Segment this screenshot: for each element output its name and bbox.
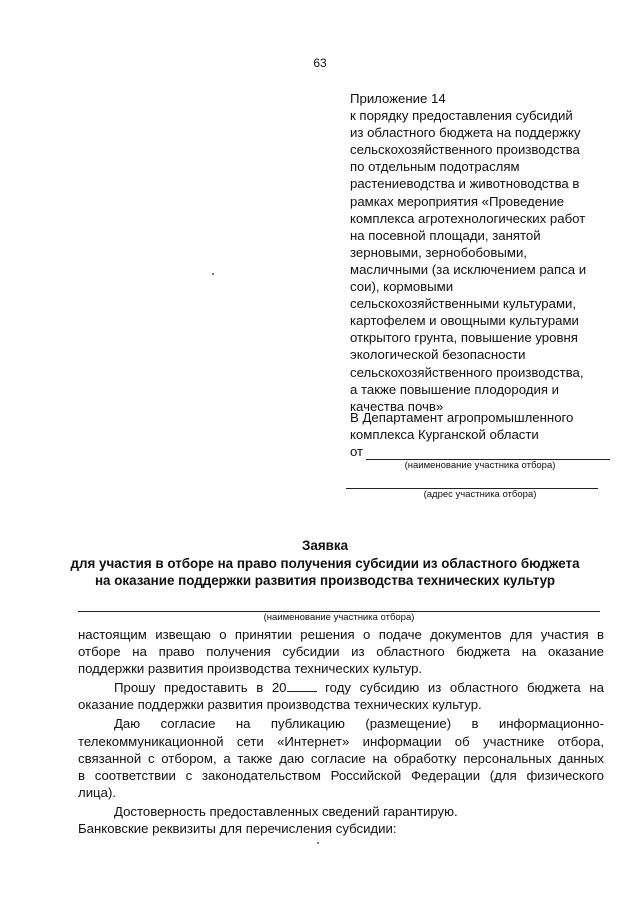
- appendix-line: открытого грунта, повышение уровня: [350, 330, 578, 346]
- addressee-line: В Департамент агропромышленного: [350, 410, 574, 425]
- body-line: оказание поддержки развития производства технических культур.: [78, 697, 482, 713]
- body-line: в соответствии с законодательством Российской Федерации (для физического: [78, 767, 604, 783]
- body-line: лица).: [78, 784, 117, 800]
- addressee-line: комплекса Курганской области: [350, 427, 539, 442]
- addressee-block: [350, 409, 610, 501]
- request-text-end: году субсидию из областного бюджета на: [316, 680, 604, 696]
- title-heading: Заявка: [301, 538, 349, 553]
- appendix-line: а также повышение плодородия и: [350, 381, 560, 397]
- request-line: [78, 679, 604, 696]
- from-label: от: [350, 444, 364, 459]
- body-line: отборе на право получения субсидии из областного бюджета на оказание: [78, 644, 604, 660]
- appendix-line: сои), кормовыми: [350, 279, 454, 295]
- appendix-line: масличными (за исключением рапса и: [350, 261, 587, 277]
- applicant-address-field[interactable]: [346, 472, 598, 489]
- body-line: Банковские реквизиты для перечисления субсидии:: [78, 821, 397, 837]
- from-row: [350, 443, 610, 460]
- appendix-line: к порядку предоставления субсидий: [350, 108, 573, 124]
- page-number: 63: [313, 56, 327, 70]
- body-line: настоящим извещаю о принятии решения о подаче документов для участия в: [78, 627, 604, 642]
- applicant-name-field[interactable]: [366, 446, 610, 460]
- body-line: поддержки развития производства технических культур.: [78, 661, 423, 677]
- title-line: для участия в отборе на право получения субсидии из областного бюджета: [70, 555, 580, 571]
- appendix-line: сельскохозяйственными культурами,: [350, 296, 577, 312]
- appendix-line: картофелем и овощными культурами: [350, 313, 579, 329]
- appendix-line: на посевной площади, занятой: [350, 227, 541, 243]
- body-line: Даю согласие на публикацию (размещение) в информационно-: [114, 716, 604, 732]
- appendix-line: из областного бюджета на поддержку: [350, 125, 581, 141]
- appendix-line: качества почв»: [350, 398, 444, 414]
- appendix-line: растениеводства и животноводства в: [350, 176, 580, 192]
- scan-speck: [317, 842, 319, 844]
- application-body: [78, 626, 604, 837]
- appendix-line: зерновыми, зернобобовыми,: [350, 244, 527, 260]
- title-line: на оказание поддержки развития производства технических культур: [94, 573, 556, 588]
- appendix-title: Приложение 14: [350, 91, 446, 106]
- name-caption: (наименование участника отбора): [404, 460, 556, 471]
- body-line: телекоммуникационной сети «Интернет» информации об участнике отбора,: [78, 733, 604, 749]
- appendix-line: комплекса агротехнологических работ: [350, 210, 586, 226]
- body-line: Достоверность предоставленных сведений гарантирую.: [114, 803, 458, 819]
- appendix-line: сельскохозяйственного производства,: [350, 364, 584, 380]
- appendix-line: рамках мероприятия «Проведение: [350, 193, 565, 209]
- address-caption: (адрес участника отбора): [423, 489, 537, 500]
- applicant-caption: (наименование участника отбора): [263, 612, 415, 623]
- body-line: связанной с отбором, а также даю согласие на обработку персональных данных: [78, 750, 604, 766]
- scan-speck: [212, 273, 214, 275]
- appendix-line: сельскохозяйственного производства: [350, 142, 580, 158]
- appendix-line: экологической безопасности: [350, 347, 526, 363]
- request-text-start: Прошу предоставить в 20: [114, 680, 287, 696]
- year-blank[interactable]: [287, 681, 317, 692]
- application-title: [40, 537, 610, 590]
- appendix-block: [350, 90, 610, 415]
- appendix-line: по отдельным подотраслям: [350, 159, 520, 175]
